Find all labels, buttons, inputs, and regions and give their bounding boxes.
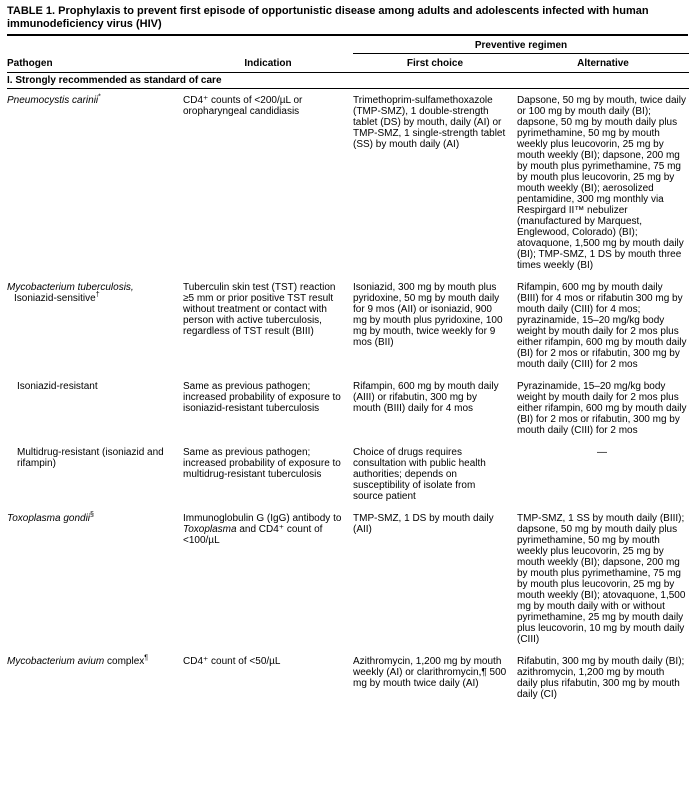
first-choice-cell: Isoniazid, 300 mg by mouth plus pyridoxine, 50 mg by mouth daily for 9 mos (AII) or isoniazid, 900 mg by mouth plus pyridoxine, 100 mg by mouth, twice weekly for 9 mos (BII)	[353, 282, 503, 348]
pathogen-cell	[7, 375, 183, 441]
alternative-cell: Pyrazinamide, 15–20 mg/kg body weight by mouth daily for 2 mos plus either rifampin, 600 mg by mouth daily (BI) for 2 mos or rifabutin, 300 mg by mouth daily (CIII) for 2 mos	[517, 381, 687, 436]
section-header-row	[7, 73, 689, 89]
column-header-first-choice: First choice	[353, 54, 517, 73]
table-row-pneumocystis	[7, 89, 689, 277]
pathogen-name-suffix: complex	[104, 656, 145, 667]
pathogen-cell	[7, 650, 183, 705]
first-choice-cell: Azithromycin, 1,200 mg by mouth weekly (AI) or clarithromycin,¶ 500 mg by mouth twice daily (AI)	[353, 656, 507, 689]
pathogen-name: Isoniazid-resistant	[17, 381, 98, 392]
indication-organism: Toxoplasma	[183, 524, 237, 535]
alternative-cell: —	[597, 447, 607, 458]
first-choice-cell: Trimethoprim-sulfamethoxazole (TMP-SMZ), 1 double-strength tablet (DS) by mouth, daily (AI) or TMP-SMZ, 1 single-strength tablet (SS) by mouth daily (AI)	[353, 95, 506, 150]
regimen-header-spacer	[7, 36, 353, 54]
pathogen-name: Multidrug-resistant (isoniazid and rifampin)	[17, 447, 164, 469]
table-row-toxoplasma	[7, 507, 689, 650]
indication-cell: CD4⁺ count of <50/µL	[183, 656, 281, 667]
table-row-mycobacterium-avium	[7, 650, 689, 705]
pathogen-name: Mycobacterium tuberculosis,	[7, 282, 134, 293]
footnote-marker: †	[95, 291, 100, 299]
indication-cell: CD4⁺ counts of <200/µL or oropharyngeal candidiasis	[183, 95, 303, 117]
column-header-pathogen: Pathogen	[7, 54, 183, 73]
footnote-marker: ¶	[144, 654, 149, 662]
column-header-row	[7, 54, 689, 73]
indication-cell: Same as previous pathogen; increased probability of exposure to multidrug-resistant tuberculosis	[183, 447, 341, 480]
section-header: I. Strongly recommended as standard of care	[7, 73, 689, 89]
alternative-cell: Dapsone, 50 mg by mouth, twice daily or 100 mg by mouth daily (BI); dapsone, 50 mg by mouth daily plus pyrimethamine, 50 mg by mouth weekly plus leucovorin, 25 mg by mouth weekly (BI); dapsone, 200 mg by mouth plus pyrimethamine, 75 mg by mouth plus leucovorin, 25 mg by mouth weekly (BI); aerosolized pentamidine, 300 mg monthly via Respirgard II™ nebulizer (manufactured by Marquest, Englewood, Colorado) (BI); atovaquone, 1,500 mg by mouth daily (BI); TMP-SMZ, 1 DS by mouth three times weekly (BI)	[517, 95, 686, 271]
indication-cell: Tuberculin skin test (TST) reaction ≥5 mm or prior positive TST result without treatment or contact with person with active tuberculosis, regardless of TST result (BIII)	[183, 282, 336, 337]
indication-text: Immunoglobulin G (IgG) antibody to	[183, 513, 342, 524]
column-header-alternative: Alternative	[517, 54, 689, 73]
pathogen-name-line2: Isoniazid-sensitive	[14, 293, 96, 304]
indication-text: and CD4⁺ count of <100/µL	[183, 524, 323, 546]
first-choice-cell: Rifampin, 600 mg by mouth daily (AIII) or rifabutin, 300 mg by mouth (BIII) daily for 4 mos	[353, 381, 499, 414]
first-choice-cell: Choice of drugs requires consultation with public health authorities; depends on susceptibility of isolate from source patient	[353, 447, 486, 502]
pathogen-cell	[7, 507, 183, 650]
preventive-regimen-header: Preventive regimen	[353, 36, 689, 54]
indication-cell: Same as previous pathogen; increased probability of exposure to isoniazid-resistant tuberculosis	[183, 381, 341, 414]
regimen-header-row	[7, 36, 689, 54]
footnote-marker: §	[90, 511, 94, 519]
column-header-indication: Indication	[183, 54, 353, 73]
pathogen-name: Mycobacterium avium	[7, 656, 105, 667]
alternative-cell: Rifampin, 600 mg by mouth daily (BIII) for 4 mos or rifabutin 300 mg by mouth daily (CIII) for 4 mos; pyrazinamide, 15–20 mg/kg body weight by mouth daily for 2 mos plus either rifampin, 600 mg by mouth daily (BI) for 2 mos or rifabutin, 300 mg by mouth daily (CIII) for 2 mos	[517, 282, 687, 370]
pathogen-name: Pneumocystis carinii	[7, 95, 99, 106]
footnote-marker: *	[98, 93, 101, 101]
alternative-cell: Rifabutin, 300 mg by mouth daily (BI); azithromycin, 1,200 mg by mouth daily plus rifabutin, 300 mg by mouth daily (CI)	[517, 656, 685, 700]
table-row-multidrug-resistant	[7, 441, 689, 507]
indication-cell	[183, 507, 353, 650]
table-row-isoniazid-resistant	[7, 375, 689, 441]
pathogen-cell	[7, 441, 183, 507]
table-title: TABLE 1. Prophylaxis to prevent first episode of opportunistic disease among adults and adolescents infected with human immunodeficiency virus (HIV)	[7, 5, 688, 36]
pathogen-name: Toxoplasma gondii	[7, 513, 91, 524]
alternative-cell: TMP-SMZ, 1 SS by mouth daily (BIII); dapsone, 50 mg by mouth daily plus pyrimethamine, 50 mg by mouth weekly plus leucovorin, 25 mg by mouth weekly (BI); dapsone, 200 mg by mouth plus pyrimethamine, 75 mg by mouth plus leucovorin, 25 mg by mouth weekly (BI); atovaquone, 1,500 mg by mouth daily with or without pyrimethamine, 25 mg by mouth daily plus leucovorin, 10 mg by mouth daily (CIII)	[517, 513, 686, 645]
pathogen-cell	[7, 276, 183, 375]
pathogen-cell	[7, 89, 183, 277]
prophylaxis-table	[7, 36, 689, 705]
table-row-tuberculosis-sensitive	[7, 276, 689, 375]
first-choice-cell: TMP-SMZ, 1 DS by mouth daily (AII)	[353, 513, 494, 535]
